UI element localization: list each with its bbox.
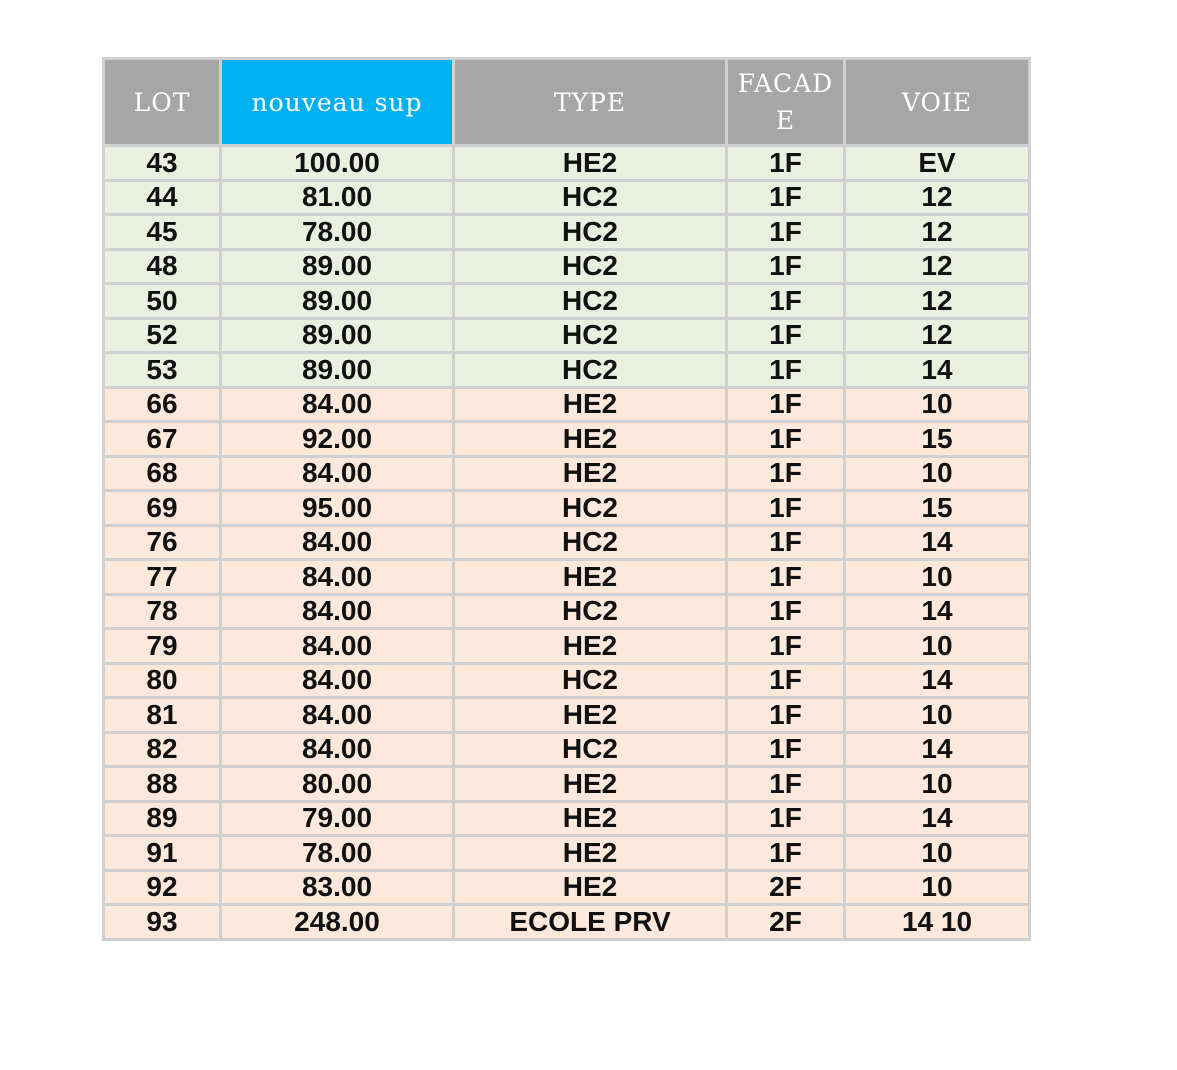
cell-lot: 50: [104, 284, 221, 319]
cell-nouveau-sup: 89.00: [221, 249, 454, 284]
cell-lot: 53: [104, 353, 221, 388]
cell-lot: 52: [104, 318, 221, 353]
cell-nouveau-sup: 84.00: [221, 560, 454, 595]
table-row: [104, 560, 1030, 595]
cell-facade: 1F: [727, 732, 845, 767]
cell-lot: 82: [104, 732, 221, 767]
cell-nouveau-sup: 84.00: [221, 663, 454, 698]
cell-nouveau-sup: 84.00: [221, 594, 454, 629]
cell-type: HC2: [454, 215, 727, 250]
cell-type: HC2: [454, 525, 727, 560]
table-body: [104, 146, 1030, 940]
table-row: [104, 801, 1030, 836]
cell-voie: 14: [845, 801, 1030, 836]
cell-lot: 67: [104, 422, 221, 457]
cell-type: HC2: [454, 249, 727, 284]
cell-nouveau-sup: 84.00: [221, 525, 454, 560]
cell-nouveau-sup: 89.00: [221, 284, 454, 319]
cell-voie: 10: [845, 698, 1030, 733]
header-type: TYPE: [454, 59, 727, 146]
cell-nouveau-sup: 89.00: [221, 318, 454, 353]
header-lot: LOT: [104, 59, 221, 146]
cell-nouveau-sup: 89.00: [221, 353, 454, 388]
cell-nouveau-sup: 248.00: [221, 905, 454, 940]
cell-nouveau-sup: 95.00: [221, 491, 454, 526]
cell-type: HE2: [454, 801, 727, 836]
cell-type: HC2: [454, 594, 727, 629]
table-row: [104, 767, 1030, 802]
header-facade: FACADE: [727, 59, 845, 146]
cell-facade: 1F: [727, 698, 845, 733]
cell-type: HE2: [454, 560, 727, 595]
cell-facade: 1F: [727, 525, 845, 560]
table-row: [104, 836, 1030, 871]
cell-facade: 1F: [727, 387, 845, 422]
table-row: [104, 663, 1030, 698]
cell-voie: 14: [845, 353, 1030, 388]
cell-nouveau-sup: 78.00: [221, 215, 454, 250]
cell-voie: 14 10: [845, 905, 1030, 940]
cell-facade: 1F: [727, 629, 845, 664]
table-row: [104, 698, 1030, 733]
cell-nouveau-sup: 83.00: [221, 870, 454, 905]
cell-facade: 1F: [727, 146, 845, 181]
cell-type: HE2: [454, 422, 727, 457]
cell-facade: 1F: [727, 318, 845, 353]
cell-lot: 81: [104, 698, 221, 733]
cell-type: HE2: [454, 870, 727, 905]
cell-voie: 12: [845, 180, 1030, 215]
table-row: [104, 180, 1030, 215]
cell-lot: 92: [104, 870, 221, 905]
cell-voie: 10: [845, 387, 1030, 422]
cell-facade: 1F: [727, 560, 845, 595]
cell-facade: 1F: [727, 249, 845, 284]
cell-type: ECOLE PRV: [454, 905, 727, 940]
cell-type: HE2: [454, 456, 727, 491]
table-header: [104, 59, 1030, 146]
table-row: [104, 525, 1030, 560]
cell-voie: 14: [845, 663, 1030, 698]
table-row: [104, 215, 1030, 250]
cell-lot: 66: [104, 387, 221, 422]
table-row: [104, 629, 1030, 664]
cell-type: HE2: [454, 767, 727, 802]
header-voie: VOIE: [845, 59, 1030, 146]
cell-facade: 2F: [727, 870, 845, 905]
cell-lot: 45: [104, 215, 221, 250]
cell-facade: 1F: [727, 836, 845, 871]
cell-voie: 15: [845, 491, 1030, 526]
cell-lot: 48: [104, 249, 221, 284]
cell-voie: 10: [845, 836, 1030, 871]
cell-lot: 69: [104, 491, 221, 526]
cell-facade: 1F: [727, 663, 845, 698]
table-row: [104, 732, 1030, 767]
cell-facade: 1F: [727, 767, 845, 802]
table-row: [104, 594, 1030, 629]
cell-voie: 12: [845, 249, 1030, 284]
cell-lot: 79: [104, 629, 221, 664]
cell-lot: 68: [104, 456, 221, 491]
cell-nouveau-sup: 79.00: [221, 801, 454, 836]
cell-type: HE2: [454, 836, 727, 871]
cell-lot: 91: [104, 836, 221, 871]
cell-facade: 1F: [727, 594, 845, 629]
cell-facade: 2F: [727, 905, 845, 940]
table-row: [104, 491, 1030, 526]
cell-voie: 15: [845, 422, 1030, 457]
cell-nouveau-sup: 80.00: [221, 767, 454, 802]
cell-voie: 10: [845, 870, 1030, 905]
cell-type: HC2: [454, 732, 727, 767]
table-row: [104, 318, 1030, 353]
cell-nouveau-sup: 81.00: [221, 180, 454, 215]
cell-nouveau-sup: 84.00: [221, 629, 454, 664]
cell-type: HC2: [454, 491, 727, 526]
cell-nouveau-sup: 84.00: [221, 698, 454, 733]
cell-facade: 1F: [727, 215, 845, 250]
cell-lot: 77: [104, 560, 221, 595]
lots-table: [102, 57, 1031, 941]
cell-voie: 10: [845, 629, 1030, 664]
table-row: [104, 387, 1030, 422]
cell-type: HE2: [454, 629, 727, 664]
cell-lot: 76: [104, 525, 221, 560]
cell-type: HC2: [454, 284, 727, 319]
cell-lot: 44: [104, 180, 221, 215]
cell-voie: 10: [845, 560, 1030, 595]
table-row: [104, 249, 1030, 284]
cell-type: HE2: [454, 698, 727, 733]
header-nouveau-sup: nouveau sup: [221, 59, 454, 146]
header-row: [104, 59, 1030, 146]
cell-facade: 1F: [727, 284, 845, 319]
cell-nouveau-sup: 84.00: [221, 387, 454, 422]
cell-voie: EV: [845, 146, 1030, 181]
table-row: [104, 870, 1030, 905]
cell-voie: 12: [845, 284, 1030, 319]
cell-facade: 1F: [727, 491, 845, 526]
table-row: [104, 422, 1030, 457]
cell-nouveau-sup: 84.00: [221, 456, 454, 491]
cell-type: HC2: [454, 180, 727, 215]
cell-lot: 89: [104, 801, 221, 836]
cell-voie: 12: [845, 215, 1030, 250]
cell-nouveau-sup: 92.00: [221, 422, 454, 457]
table-row: [104, 905, 1030, 940]
table-row: [104, 353, 1030, 388]
cell-voie: 12: [845, 318, 1030, 353]
cell-type: HC2: [454, 318, 727, 353]
cell-voie: 10: [845, 767, 1030, 802]
table-row: [104, 284, 1030, 319]
cell-type: HE2: [454, 146, 727, 181]
cell-lot: 93: [104, 905, 221, 940]
cell-voie: 10: [845, 456, 1030, 491]
cell-type: HC2: [454, 353, 727, 388]
table-row: [104, 456, 1030, 491]
cell-facade: 1F: [727, 422, 845, 457]
cell-voie: 14: [845, 732, 1030, 767]
cell-nouveau-sup: 84.00: [221, 732, 454, 767]
cell-facade: 1F: [727, 456, 845, 491]
cell-facade: 1F: [727, 180, 845, 215]
cell-type: HE2: [454, 387, 727, 422]
cell-lot: 78: [104, 594, 221, 629]
cell-lot: 80: [104, 663, 221, 698]
cell-lot: 88: [104, 767, 221, 802]
cell-voie: 14: [845, 594, 1030, 629]
table-row: [104, 146, 1030, 181]
cell-nouveau-sup: 78.00: [221, 836, 454, 871]
cell-lot: 43: [104, 146, 221, 181]
cell-type: HC2: [454, 663, 727, 698]
cell-facade: 1F: [727, 801, 845, 836]
cell-nouveau-sup: 100.00: [221, 146, 454, 181]
cell-facade: 1F: [727, 353, 845, 388]
cell-voie: 14: [845, 525, 1030, 560]
